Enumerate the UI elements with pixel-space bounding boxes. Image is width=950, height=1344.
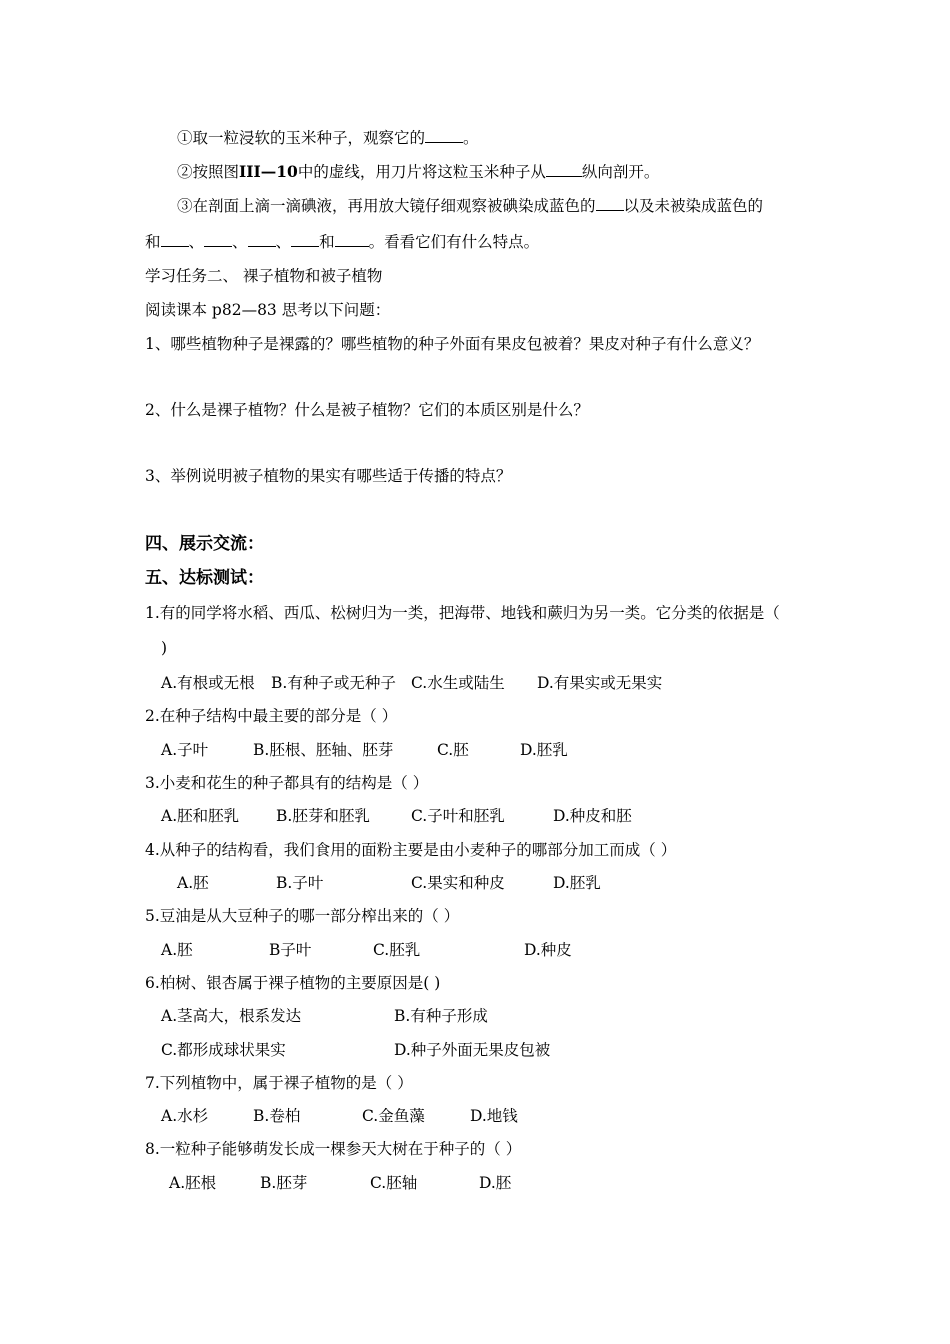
q4-option-a: A.胚 bbox=[177, 874, 209, 892]
q7-option-c: C.金鱼藻 bbox=[362, 1107, 425, 1125]
quiz-question-6: 6.柏树、银杏属于裸子植物的主要原因是( ) bbox=[145, 974, 441, 992]
q3-option-d: D.种皮和胚 bbox=[553, 807, 632, 825]
q1-option-a: A.有根或无根 bbox=[161, 674, 255, 692]
q7-option-a: A.水杉 bbox=[161, 1107, 209, 1125]
quiz-question-1-close: ) bbox=[161, 639, 168, 657]
task2-title: 学习任务二、 裸子植物和被子植物 bbox=[145, 267, 383, 285]
step-1: ①取一粒浸软的玉米种子，观察它的 。 bbox=[177, 129, 479, 147]
blank bbox=[546, 162, 582, 177]
q5-option-b: B子叶 bbox=[269, 941, 312, 959]
q4-option-d: D.胚乳 bbox=[553, 874, 601, 892]
q5-option-a: A.胚 bbox=[161, 941, 193, 959]
q6-option-c: C.都形成球状果实 bbox=[161, 1041, 286, 1059]
reading-instruction: 阅读课本 p82—83 思考以下问题： bbox=[145, 301, 391, 319]
quiz-question-4: 4.从种子的结构看，我们食用的面粉主要是由小麦种子的哪部分加工而成（ ） bbox=[145, 841, 677, 859]
quiz-question-1: 1.有的同学将水稻、西瓜、松树归为一类，把海带、地钱和蕨归为另一类。它分类的依据是（ bbox=[145, 604, 780, 622]
q8-option-a: A.胚根 bbox=[169, 1174, 217, 1192]
task2-question-1: 1、哪些植物种子是裸露的？哪些植物的种子外面有果皮包被着？果皮对种子有什么意义？ bbox=[145, 335, 760, 353]
task2-question-3: 3、举例说明被子植物的果实有哪些适于传播的特点？ bbox=[145, 467, 512, 485]
q6-option-b: B.有种子形成 bbox=[394, 1007, 488, 1025]
q6-option-a: A.茎高大，根系发达 bbox=[161, 1007, 302, 1025]
quiz-question-8: 8.一粒种子能够萌发长成一棵参天大树在于种子的（ ） bbox=[145, 1140, 522, 1158]
q1-option-c: C.水生或陆生 bbox=[411, 674, 505, 692]
q7-option-d: D.地钱 bbox=[470, 1107, 518, 1125]
q3-option-b: B.胚芽和胚乳 bbox=[276, 807, 370, 825]
blank bbox=[335, 232, 369, 247]
blank bbox=[248, 232, 276, 247]
q2-option-d: D.胚乳 bbox=[520, 741, 568, 759]
q2-option-a: A.子叶 bbox=[161, 741, 209, 759]
q7-option-b: B.卷柏 bbox=[253, 1107, 301, 1125]
q1-option-d: D.有果实或无果实 bbox=[537, 674, 663, 692]
q5-option-d: D.种皮 bbox=[524, 941, 572, 959]
q8-option-b: B.胚芽 bbox=[260, 1174, 308, 1192]
blank bbox=[161, 232, 189, 247]
q2-option-c: C.胚 bbox=[437, 741, 469, 759]
figure-ref: III—10 bbox=[239, 162, 298, 181]
blank bbox=[425, 128, 463, 143]
q4-option-b: B.子叶 bbox=[276, 874, 324, 892]
step-1-text: ①取一粒浸软的玉米种子，观察它的 bbox=[177, 129, 426, 147]
q3-option-a: A.胚和胚乳 bbox=[161, 807, 240, 825]
q4-option-c: C.果实和种皮 bbox=[411, 874, 505, 892]
quiz-question-3: 3.小麦和花生的种子都具有的结构是（ ） bbox=[145, 774, 429, 792]
quiz-question-2: 2.在种子结构中最主要的部分是（ ） bbox=[145, 707, 398, 725]
q8-option-c: C.胚轴 bbox=[370, 1174, 418, 1192]
step-3: ③在剖面上滴一滴碘液，再用放大镜仔细观察被碘染成蓝色的 以及未被染成蓝色的 bbox=[177, 197, 764, 215]
quiz-question-5: 5.豆油是从大豆种子的哪一部分榨出来的（ ） bbox=[145, 907, 460, 925]
task2-question-2: 2、什么是裸子植物？什么是被子植物？它们的本质区别是什么？ bbox=[145, 401, 589, 419]
q5-option-c: C.胚乳 bbox=[373, 941, 421, 959]
blank bbox=[291, 232, 319, 247]
section-5-heading: 五、达标测试： bbox=[145, 568, 264, 588]
blank bbox=[204, 232, 232, 247]
step-2: ②按照图III—10中的虚线，用刀片将这粒玉米种子从 纵向剖开。 bbox=[177, 162, 660, 181]
section-4-heading: 四、展示交流： bbox=[145, 534, 264, 554]
q6-option-d: D.种子外面无果皮包被 bbox=[394, 1041, 551, 1059]
step-3-continued: 和 、 、 、 和 。看看它们有什么特点。 bbox=[145, 233, 540, 251]
blank bbox=[596, 196, 624, 211]
q1-option-b: B.有种子或无种子 bbox=[271, 674, 396, 692]
quiz-question-7: 7.下列植物中，属于裸子植物的是（ ） bbox=[145, 1074, 413, 1092]
q2-option-b: B.胚根、胚轴、胚芽 bbox=[253, 741, 394, 759]
q8-option-d: D.胚 bbox=[479, 1174, 512, 1192]
q3-option-c: C.子叶和胚乳 bbox=[411, 807, 505, 825]
